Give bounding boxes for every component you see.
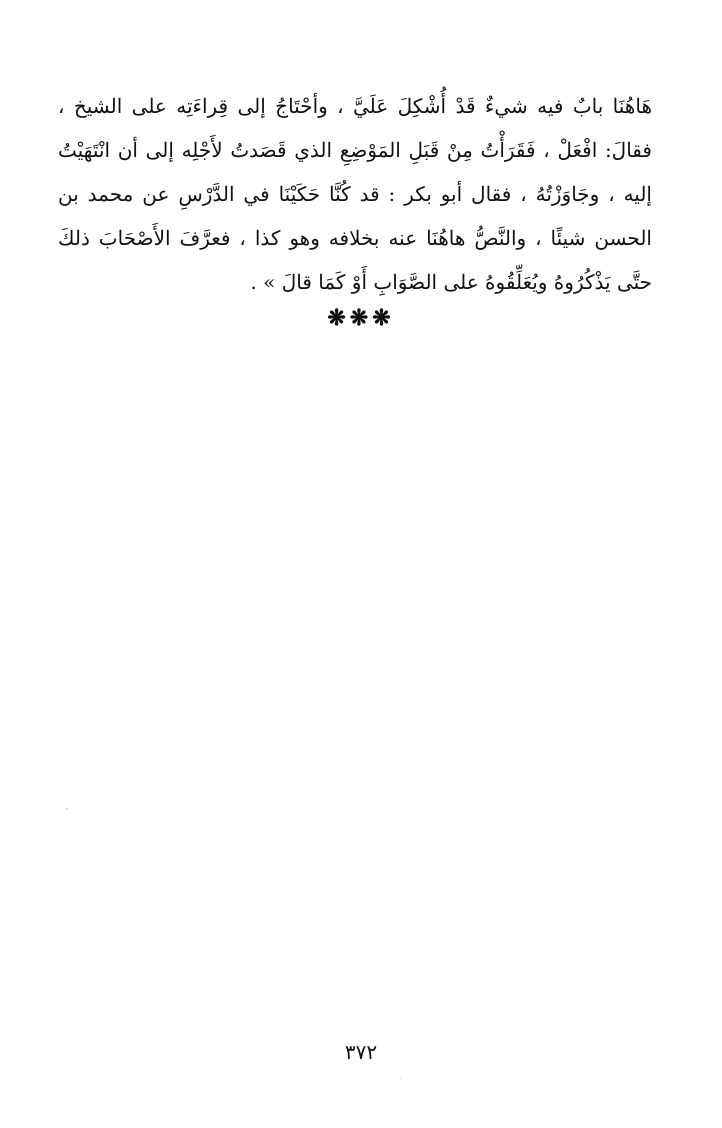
- paragraph-line-2: فقالَ: افْعَلْ ، فَقَرَأْتُ مِنْ قَبَلِ المَوْضِعِ الذي قَصَدتُ لأَجْلِه إلى أن انْتَهَيْتُ: [58, 138, 652, 162]
- page-number: ٣٧٢: [344, 1040, 378, 1064]
- paragraph-line-5: حتَّى يَذْكُرُوهُ ويُعَلِّقُوهُ على الصَّوَابِ أَوْ كَمَا قالَ » .: [250, 270, 652, 294]
- scan-speck: [400, 1078, 401, 1079]
- arabic-paragraph: [58, 84, 652, 304]
- section-divider-ornament: ❋❋❋: [327, 305, 395, 331]
- paragraph-line-4: الحسن شيئًا ، والنَّصُّ هاهُنَا عنه بخلافه وهو كذا ، فعرَّفَ الأَصْحَابَ ذلكَ: [58, 226, 652, 250]
- paragraph-line-1: هَاهُنَا بابٌ فيه شيءٌ قَدْ أُشْكِلَ عَلَيَّ ، وأحْتَاجُ إلى قِراءَتِه على الشيخ ،: [58, 94, 652, 118]
- scan-speck: [66, 808, 68, 810]
- paragraph-line-3: إليه ، وجَاوَزْتُهُ ، فقال أبو بكر : قد كُنَّا حَكَيْنَا في الدَّرْسِ عن محمد بن: [58, 182, 652, 206]
